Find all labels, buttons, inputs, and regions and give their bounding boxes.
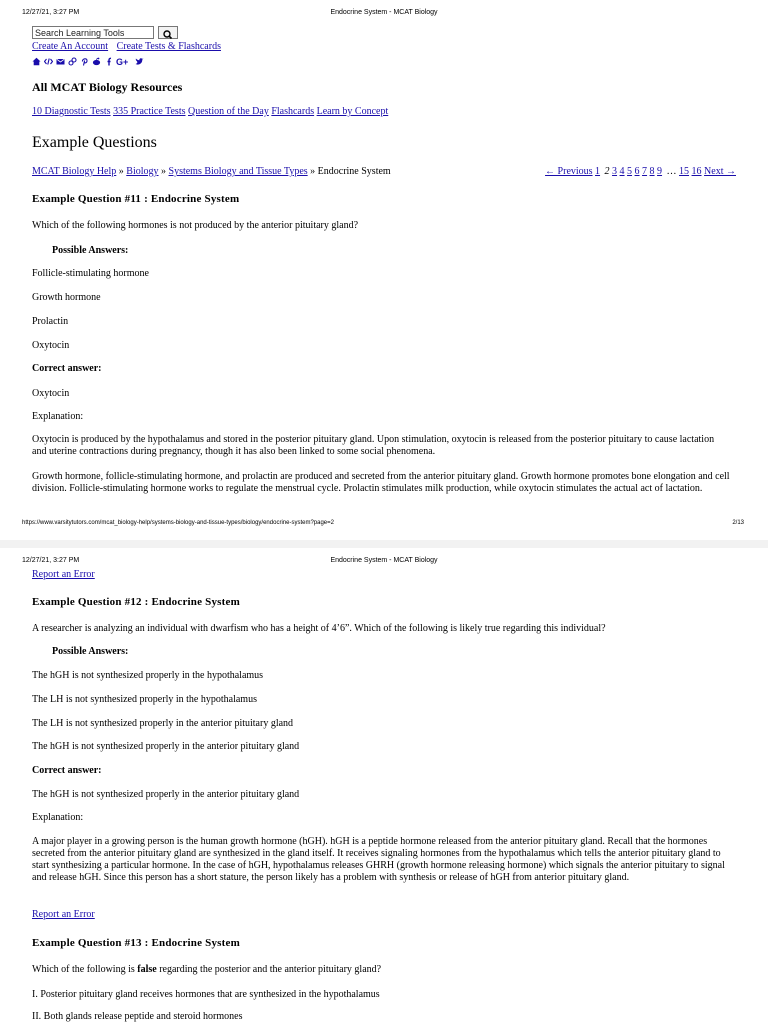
correct-answer: The hGH is not synthesized properly in the anterior pituitary gland (32, 789, 300, 800)
page-link[interactable]: 1 (595, 166, 601, 177)
question-text: Which of the following is false regarding the posterior and the anterior pituitary gland? (32, 964, 382, 975)
pagination-ellipsis: … (666, 166, 677, 177)
page-link[interactable]: 3 (612, 166, 618, 177)
share-icons (32, 53, 144, 66)
search-button[interactable] (158, 26, 178, 39)
previous-page-link[interactable]: ← Previous (545, 166, 593, 177)
learn-by-concept-link[interactable]: Learn by Concept (316, 106, 389, 117)
print-page-number: 2/13 (732, 520, 744, 526)
answer-option: Growth hormone (32, 292, 101, 303)
resource-links (32, 106, 388, 118)
possible-answers-label: Possible Answers: (52, 646, 129, 657)
explanation-label: Explanation: (32, 812, 84, 823)
create-account-link[interactable]: Create An Account (32, 41, 109, 52)
facebook-icon[interactable] (104, 53, 113, 62)
question-heading: Example Question #11 : Endocrine System (32, 193, 240, 205)
pagination (545, 166, 736, 177)
question-of-day-link[interactable]: Question of the Day (188, 106, 269, 117)
question-text: Which of the following hormones is not produced by the anterior pituitary gland? (32, 220, 359, 231)
practice-tests-link[interactable]: 335 Practice Tests (113, 106, 186, 117)
page-link[interactable]: 16 (691, 166, 702, 177)
breadcrumb-separator: » (161, 166, 167, 177)
print-url: https://www.varsitytutors.com/mcat_biology-help/systems-biology-and-tissue-types/biology/endocrine-system?page=2 (22, 520, 334, 526)
possible-answers-label: Possible Answers: (52, 245, 129, 256)
correct-answer: Oxytocin (32, 388, 70, 399)
explanation-paragraph: A major player in a growing person is the human growth hormone (hGH). hGH is a peptide hormone released from the anterior pituitary gland. Recall that the hormones secreted from the anterior pituitary gland are synthesized in the gland itself. It receives signaling hormones from the hypothalamus which tells the anterior pituitary gland to start synthesizing a particular hormone. In the case of hGH, hypothalamus releases GHRH (growth hormone releasing hormone) which signals the anterior pituitary to signal and release hGH. Since this person has a short stature, the person likely has a problem with synthesis or release of hGH from anterior pituitary gland. (32, 836, 725, 883)
home-icon[interactable] (32, 53, 41, 62)
question-text: A researcher is analyzing an individual with dwarfism who has a height of 4’6”. Which of the following is likely true regarding this individual? (32, 623, 606, 634)
print-date: 12/27/21, 3:27 PM (22, 557, 80, 564)
breadcrumb-separator: » (118, 166, 124, 177)
link-icon[interactable] (68, 53, 77, 62)
resources-heading: All MCAT Biology Resources (32, 80, 183, 94)
answer-option: The hGH is not synthesized properly in the anterior pituitary gland (32, 741, 300, 752)
flashcards-link[interactable]: Flashcards (271, 106, 315, 117)
diagnostic-tests-link[interactable]: 10 Diagnostic Tests (32, 106, 111, 117)
explanation-paragraph: Growth hormone, follicle-stimulating hormone, and prolactin are produced and secreted from the anterior pituitary gland. Growth hormone promotes bone elongation and cell division. Follicle-stimulating hormone works to regulate the menstrual cycle. Prolactin stimulates milk production, while oxytocin stimulates the actual act of lactation. (32, 471, 730, 494)
breadcrumb-separator: » (310, 166, 316, 177)
explanation-label: Explanation: (32, 411, 84, 422)
question-heading: Example Question #12 : Endocrine System (32, 596, 240, 608)
page-link[interactable]: 4 (619, 166, 625, 177)
statement: II. Both glands release peptide and steroid hormones (32, 1011, 243, 1022)
statement: I. Posterior pituitary gland receives hormones that are synthesized in the hypothalamus (32, 989, 380, 1000)
emphasis-false: false (137, 964, 157, 975)
breadcrumb-mcat-biology-help[interactable]: MCAT Biology Help (32, 166, 117, 177)
google-plus-icon[interactable] (116, 53, 132, 66)
answer-option: Prolactin (32, 316, 69, 327)
svg-text:G+: G+ (116, 57, 129, 66)
print-header (0, 0, 768, 20)
breadcrumb (32, 166, 391, 178)
reddit-icon[interactable] (92, 53, 101, 62)
answer-option: The hGH is not synthesized properly in the hypothalamus (32, 670, 264, 681)
question-heading: Example Question #13 : Endocrine System (32, 937, 240, 949)
twitter-icon[interactable] (135, 53, 144, 62)
page-link[interactable]: 15 (679, 166, 690, 177)
page-link[interactable]: 7 (642, 166, 648, 177)
section-title: Example Questions (32, 134, 157, 151)
answer-option: The LH is not synthesized properly in the hypothalamus (32, 694, 257, 705)
correct-answer-label: Correct answer: (32, 363, 102, 374)
page-link[interactable]: 5 (627, 166, 633, 177)
search-icon (159, 29, 177, 40)
print-title: Endocrine System - MCAT Biology (330, 557, 438, 564)
print-page-2 (0, 548, 768, 1024)
print-date: 12/27/21, 3:27 PM (22, 9, 80, 16)
print-header (0, 548, 768, 568)
correct-answer-label: Correct answer: (32, 765, 102, 776)
page-link[interactable]: 6 (634, 166, 640, 177)
answer-option: Follicle-stimulating hormone (32, 268, 149, 279)
next-page-link[interactable]: Next → (704, 166, 736, 177)
pinterest-icon[interactable] (80, 53, 89, 62)
page-link[interactable]: 8 (649, 166, 655, 177)
breadcrumb-systems-biology[interactable]: Systems Biology and Tissue Types (168, 166, 308, 177)
report-error-link[interactable]: Report an Error (32, 909, 95, 920)
search-input[interactable]: Search Learning Tools (32, 26, 154, 39)
answer-option: Oxytocin (32, 340, 70, 351)
breadcrumb-biology[interactable]: Biology (126, 166, 159, 177)
print-title: Endocrine System - MCAT Biology (330, 9, 438, 16)
report-error-link[interactable]: Report an Error (32, 569, 95, 580)
create-tests-link[interactable]: Create Tests & Flashcards (116, 41, 221, 52)
code-icon[interactable] (44, 53, 53, 62)
account-links (32, 41, 221, 53)
breadcrumb-current: Endocrine System (317, 166, 391, 177)
page-separator (0, 540, 768, 548)
print-footer (0, 516, 768, 532)
page-link[interactable]: 9 (657, 166, 663, 177)
current-page: 2 (604, 166, 610, 177)
email-icon[interactable] (56, 53, 65, 62)
explanation-paragraph: Oxytocin is produced by the hypothalamus and stored in the posterior pituitary gland. Upon stimulation, oxytocin is released from the posterior pituitary to cause lactation and uterine contractions during pregnancy, though it has also been linked to some social phenomena. (32, 434, 715, 457)
answer-option: The LH is not synthesized properly in the anterior pituitary gland (32, 718, 294, 729)
